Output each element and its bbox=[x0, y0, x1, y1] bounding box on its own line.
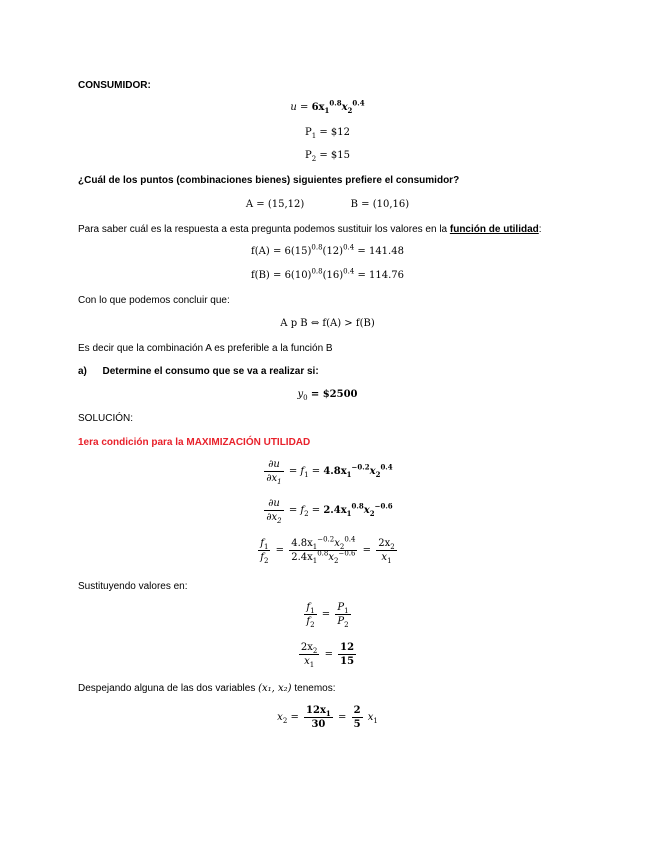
x-ratio-equation: $\frac{2x_2}{x_1}$ = $\frac{12}{15}$ bbox=[300, 642, 355, 669]
item-a-text: Determine el consumo que se va a realizar si: bbox=[102, 366, 319, 377]
item-a bbox=[78, 366, 319, 377]
marginal-ratio-equation: $\frac{f_1}{f_2}$ = $\frac{4.8x_1^{-0.2}x_2^{0.4}}{2.4x_1^{0.8}x_2^{-0.6}}$ = $\frac{2x_2}{x_1}$ bbox=[260, 535, 395, 565]
consumidor-label: CONSUMIDOR: bbox=[78, 80, 151, 91]
price-p1-equation: $P_1$ = $12 bbox=[304, 127, 351, 140]
utility-function-link: función de utilidad bbox=[449, 224, 539, 235]
points-equation bbox=[0, 199, 655, 210]
preference-equation: A p B ⇔ f(A) > f(B) bbox=[280, 318, 375, 329]
sustituyendo-text: Sustituyendo valores en: bbox=[78, 581, 188, 592]
point-a: A = (15,12) bbox=[245, 199, 305, 210]
partial-x1-equation: $\frac{\partial u}{\partial x_1}$ = $f_1 = 4.8x_1^{-0.2}x_2^{0.4}$ bbox=[266, 459, 393, 486]
despejando-text: Despejando alguna de las dos variables (x₁, x₂) tenemos: bbox=[78, 683, 336, 694]
point-b: B = (10,16) bbox=[350, 199, 410, 210]
x2-solution-equation: $x_2$ = $\frac{12x_1}{30}$ = $\frac{2}{5}$ $x_1$ bbox=[277, 705, 378, 730]
fa-equation: $f(A) = 6(15)^{0.8}(12)^{0.4} = 141.48$ bbox=[251, 243, 404, 257]
conclude-text: Con lo que podemos concluir que: bbox=[78, 295, 230, 306]
condition-heading: 1era condición para la MAXIMIZACIÓN UTILIDAD bbox=[78, 437, 311, 448]
fb-equation: $f(B) = 6(10)^{0.8}(16)^{0.4} = 114.76$ bbox=[250, 267, 405, 281]
para-substitute: Para saber cuál es la respuesta a esta pregunta podemos sustituir los valores en la función de utilidad: bbox=[78, 224, 542, 235]
price-p2-equation: $P_2$ = $15 bbox=[304, 150, 351, 163]
question-text: ¿Cuál de los puntos (combinaciones bienes) siguientes prefiere el consumidor? bbox=[78, 175, 460, 186]
utility-equation: $u = 6x_1^{0.8}x_2^{0.4}$ bbox=[290, 98, 365, 115]
item-a-marker: a) bbox=[78, 366, 87, 377]
es-decir-text: Es decir que la combinación A es preferible a la función B bbox=[78, 343, 333, 354]
income-equation: $y_0$ = $2500 bbox=[297, 389, 358, 402]
partial-x2-equation: $\frac{\partial u}{\partial x_2}$ = $f_2 = 2.4x_1^{0.8}x_2^{-0.6}$ bbox=[266, 498, 393, 525]
solucion-label: SOLUCIÓN: bbox=[78, 413, 134, 424]
fp-ratio-equation: $\frac{f_1}{f_2}$ = $\frac{P_1}{P_2}$ bbox=[306, 602, 349, 629]
